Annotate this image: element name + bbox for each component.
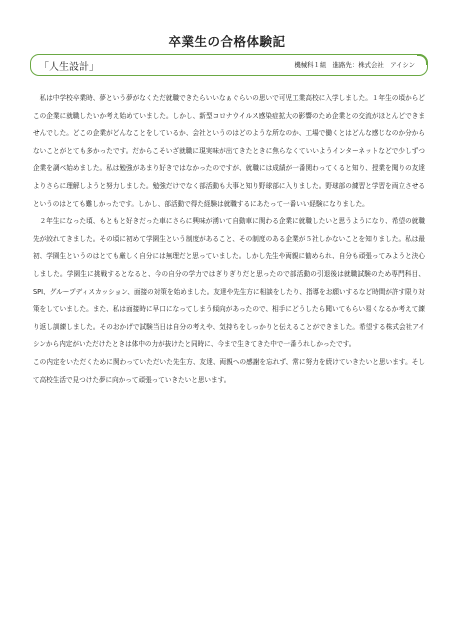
essay-body	[33, 90, 425, 389]
essay-subject: 「人生設計」	[39, 62, 99, 73]
student-meta	[294, 60, 415, 69]
subject-header-box	[30, 54, 428, 76]
paragraph: この内定をいただくために関わっていただいた先生方、友達、両親への感謝を忘れず、常に努力を続けていきたいと思います。そして高校生活で見つけた夢に向かって頑張っていきたいと思います。	[33, 357, 425, 384]
corner-decoration	[417, 54, 428, 65]
department-label: 機械科１組	[294, 61, 327, 69]
page-title: 卒業生の合格体験記	[168, 34, 286, 49]
paragraph: 私は中学校卒業時、夢という夢がなくただ就職できたらいいなぁぐらいの思いで可児工業高校に入学しました。１年生の頃からどこの企業に就職したいか考え始めていました。しかし、新型コロナウイルス感染症拡大の影響のため企業との交流がほとんどできませんでした。どこの企業がどんなことをしているか、会社というのはどのような所なのか、工場で働くとはどんな感じなのか分からないことがとても多かったです。だからこそいざ就職に現実味が出てきたときに焦らなくていいようインターネットなどで少しずつ企業を調べ始めました。私は勉強があまり好きではなかったのですが、就職には成績が一番関わってくると知り、授業を聞りの友達よりさらに理解しようと努力しました。勉強だけでなく部活動も大事と知り野球部に入りました。野球部の練習と学習を両立させるというのはとても難しかったです。しかし、部活動で得た経験は就職するにあたって一番いい経験になりました。	[33, 94, 425, 208]
paragraph: ２年生になった頃、もともと好きだった車にさらに興味が湧いて自動車に関わる企業に就職したいと思うようになり、希望の就職先が絞れてきました。その頃に初めて学園生という制度があること、その制度のある企業が５社しかないことを知りました。私は最初、学園生というのはとても厳しく自分には無理だと思っていました。しかし先生や両親に勧められ、自分も頑張ってみようと決心しました。学園生に挑戦するとなると、今の自分の学力ではぎりぎりだと思ったので部活動の引退後は就職試験のため専門科目、SPI、グループディスカッション、面接の対策を始めました。友達や先生方に相談をしたり、指導をお願いするなど時間が許す限り対策をしていました。また、私は面接時に早口になってしまう傾向があったので、相手にどうしたら聞いてもらい易くなるか考えて練り返し訓練しました。そのおかげで試験当日は自分の考えや、気持ちをしっかりと伝えることができました。希望する株式会社アイシンから内定がいただけたときは体中の力が抜けたと同時に、今まで生きてきた中で一番うれしかったです。	[33, 217, 425, 349]
employer-label: 進路先：株式会社 アイシン	[332, 61, 415, 69]
